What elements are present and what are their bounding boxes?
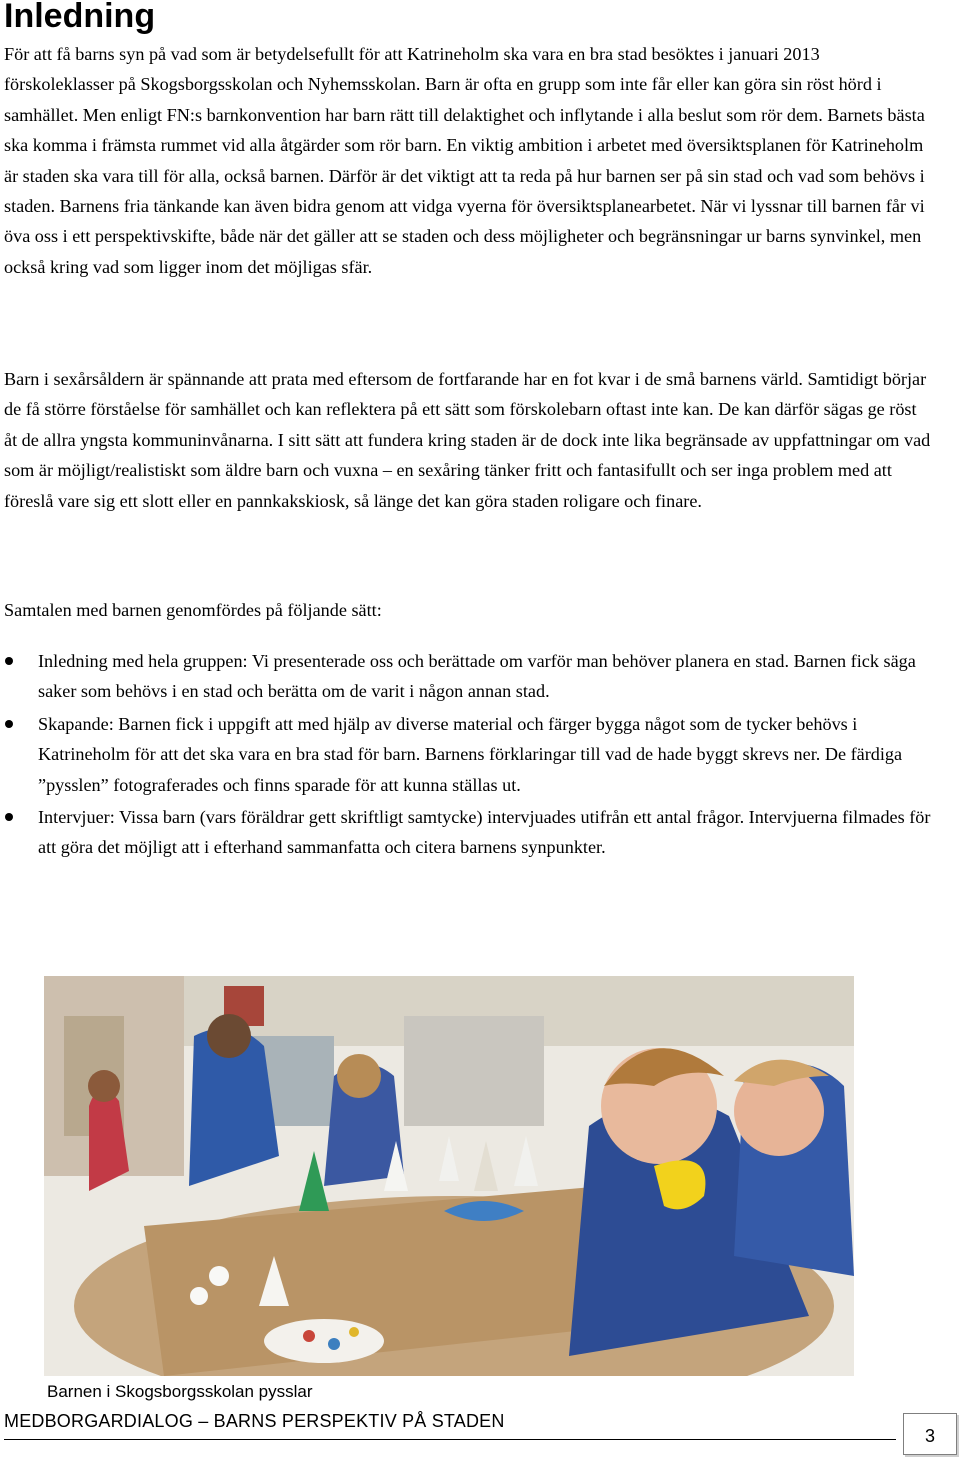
- section-heading: Inledning: [4, 0, 156, 35]
- list-item-text: Inledning med hela gruppen: Vi presenterade oss och berättade om varför man behöver planera en stad. Barnen fick säga saker som behövs i en stad och berätta om de varit i någon annan stad.: [38, 651, 916, 702]
- footer-divider: [4, 1439, 896, 1440]
- classroom-photo: [44, 976, 854, 1376]
- method-list: [4, 646, 936, 865]
- list-item-text: Skapande: Barnen fick i uppgift att med hjälp av diverse material och färger bygga något som de tycker behövs i Katrineholm för att det ska vara en bra stad för barn. Barnens förklaringar till vad de hade byggt skrevs ner. De färdiga ”pysslen” fotograferades och finns sparade för att kunna ställas ut.: [38, 713, 903, 795]
- page-number: 3: [903, 1413, 957, 1455]
- age-group-paragraph: Barn i sexårsåldern är spännande att prata med eftersom de fortfarande har en fot kvar i de små barnens värld. Samtidigt börjar de få större förståelse för samhället och kan reflektera på ett sätt som förskolebarn oftast inte kan. De kan därför sägas ge röst åt de allra yngsta kommuninvånarna. I sitt sätt att fundera kring staden är de dock inte lika begränsade av uppfattningar om vad som är möjligt/realistiskt som äldre barn och vuxna – en sexåring tänker fritt och fantasifullt och ser inga problem med att föreslå vare sig ett slott eller en pannkakskiosk, så länge det kan göra staden roligare och finare.: [4, 369, 931, 511]
- list-item-text: Intervjuer: Vissa barn (vars föräldrar gett skriftligt samtycke) intervjuades utifrån ett antal frågor. Intervjuerna filmades för att göra det möjligt att i efterhand sammanfatta och citera barnens synpunkter.: [38, 807, 931, 858]
- list-item: [4, 802, 936, 863]
- photo-illustration: [44, 976, 854, 1376]
- footer-title: MEDBORGARDIALOG – BARNS PERSPEKTIV PÅ STADEN: [4, 1411, 505, 1431]
- bullet-icon: [5, 657, 13, 665]
- photo-caption: Barnen i Skogsborgsskolan pysslar: [47, 1382, 313, 1401]
- list-item: [4, 646, 936, 707]
- method-intro-paragraph: Samtalen med barnen genomfördes på följande sätt:: [4, 600, 382, 620]
- intro-paragraph: För att få barns syn på vad som är betydelsefullt för att Katrineholm ska vara en bra stad besöktes i januari 2013 förskoleklasser på Skogsborgsskolan och Nyhemsskolan. Barn är ofta en grupp som inte får eller kan göra sin röst hörd i samhället. Men enligt FN:s barnkonvention har barn rätt till delaktighet och inflytande i alla beslut som rör dem. Barnets bästa ska komma i främsta rummet vid alla åtgärder som rör barn. En viktig ambition i arbetet med översiktsplanen för Katrineholm är staden ska vara till för alla, också barnen. Därför är det viktigt att ta reda på hur barnen ser på sin stad och vad som behövs i staden. Barnens fria tänkande kan även bidra genom att vidga vyerna för översiktsplanearbetet. När vi lyssnar till barnen får vi öva oss i ett perspektivskifte, både när det gäller att se staden och dess möjligheter och begränsningar ur barns synvinkel, men också kring vad som ligger inom det möjligas sfär.: [4, 44, 925, 277]
- list-item: [4, 709, 936, 800]
- bullet-icon: [5, 813, 13, 821]
- bullet-icon: [5, 720, 13, 728]
